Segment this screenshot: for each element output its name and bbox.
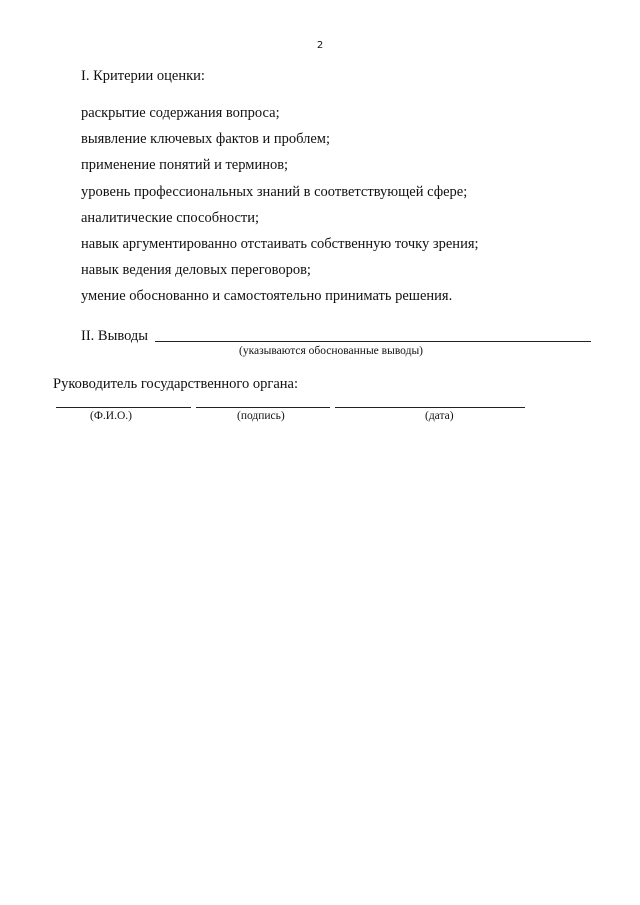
- criteria-item: выявление ключевых фактов и проблем;: [81, 131, 331, 148]
- conclusions-input-line[interactable]: [155, 341, 591, 342]
- fio-caption: (Ф.И.О.): [90, 410, 132, 422]
- criteria-item: раскрытие содержания вопроса;: [81, 105, 280, 121]
- head-of-agency-label: Руководитель государственного органа:: [53, 376, 298, 392]
- signature-line[interactable]: [196, 407, 330, 408]
- criteria-list: [81, 104, 479, 314]
- conclusions-caption: (указываются обоснованные выводы): [239, 345, 423, 357]
- criteria-item: умение обоснованно и самостоятельно принимать решения.: [81, 288, 453, 305]
- page-number: 2: [316, 40, 324, 51]
- criteria-item: навык аргументированно отстаивать собственную точку зрения;: [81, 235, 479, 252]
- fio-line[interactable]: [56, 407, 191, 408]
- criteria-item: уровень профессиональных знаний в соответствующей сфере;: [81, 183, 468, 200]
- criteria-item: аналитические способности;: [81, 209, 260, 226]
- signature-caption: (подпись): [237, 410, 285, 422]
- date-line[interactable]: [335, 407, 525, 408]
- date-caption: (дата): [425, 410, 454, 422]
- conclusions-heading: II. Выводы: [81, 328, 149, 344]
- criteria-heading: I. Критерии оценки:: [81, 68, 205, 84]
- criteria-item: применение понятий и терминов;: [81, 157, 289, 174]
- criteria-item: навык ведения деловых переговоров;: [81, 262, 311, 279]
